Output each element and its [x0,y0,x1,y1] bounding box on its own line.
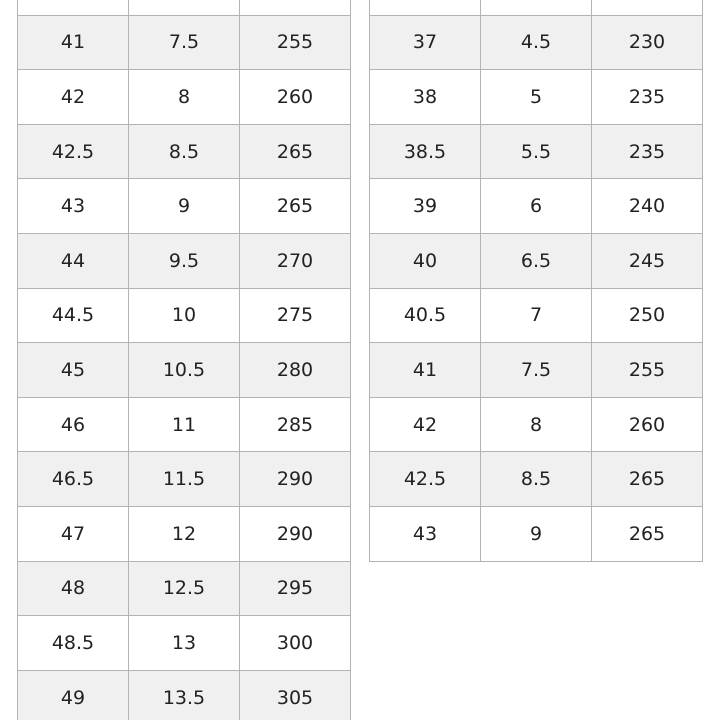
us-size-cell: 5.5 [481,124,592,179]
eu-size-cell: 40.5 [370,288,481,343]
table-row [370,15,703,70]
eu-size-cell [18,0,129,15]
us-size-cell: 10.5 [129,343,240,398]
mm-size-cell: 255 [592,343,703,398]
eu-size-cell: 48 [18,561,129,616]
table-row [370,124,703,179]
mm-size-cell: 305 [240,670,351,720]
mm-size-cell: 265 [240,124,351,179]
us-size-cell [129,0,240,15]
us-size-cell: 8 [129,70,240,125]
us-size-cell: 12 [129,506,240,561]
eu-size-cell: 46 [18,397,129,452]
us-size-cell: 9 [481,506,592,561]
eu-size-cell: 44.5 [18,288,129,343]
us-size-cell: 13 [129,616,240,671]
mm-size-cell: 300 [240,616,351,671]
us-size-cell: 13.5 [129,670,240,720]
eu-size-cell: 42 [18,70,129,125]
mm-size-cell [592,0,703,15]
eu-size-cell: 49 [18,670,129,720]
eu-size-cell: 37 [370,15,481,70]
size-table-right [369,0,703,562]
us-size-cell: 8.5 [129,124,240,179]
us-size-cell [481,0,592,15]
table-row [18,124,351,179]
table-row [18,506,351,561]
eu-size-cell: 43 [370,506,481,561]
table-row [370,233,703,288]
table-row [370,288,703,343]
table-row [18,343,351,398]
us-size-cell: 9 [129,179,240,234]
eu-size-cell: 41 [370,343,481,398]
table-row [370,506,703,561]
mm-size-cell: 265 [240,179,351,234]
mm-size-cell: 275 [240,288,351,343]
mm-size-cell: 265 [592,506,703,561]
us-size-cell: 7.5 [481,343,592,398]
us-size-cell: 11 [129,397,240,452]
size-table-left [17,0,351,720]
us-size-cell: 4.5 [481,15,592,70]
mm-size-cell: 270 [240,233,351,288]
eu-size-cell: 38 [370,70,481,125]
eu-size-cell: 42.5 [370,452,481,507]
size-table-right-body [370,0,703,561]
table-row [18,397,351,452]
mm-size-cell: 295 [240,561,351,616]
us-size-cell: 8 [481,397,592,452]
us-size-cell: 5 [481,70,592,125]
mm-size-cell: 285 [240,397,351,452]
mm-size-cell: 235 [592,124,703,179]
mm-size-cell: 230 [592,15,703,70]
table-row [18,288,351,343]
table-row [370,343,703,398]
mm-size-cell [240,0,351,15]
mm-size-cell: 290 [240,452,351,507]
table-row [18,616,351,671]
table-row [18,670,351,720]
table-row [18,15,351,70]
table-row [370,0,703,15]
us-size-cell: 12.5 [129,561,240,616]
eu-size-cell: 40 [370,233,481,288]
mm-size-cell: 235 [592,70,703,125]
eu-size-cell: 46.5 [18,452,129,507]
table-row [18,70,351,125]
table-row [18,452,351,507]
us-size-cell: 6 [481,179,592,234]
eu-size-cell: 39 [370,179,481,234]
eu-size-cell: 45 [18,343,129,398]
eu-size-cell: 42 [370,397,481,452]
eu-size-cell: 44 [18,233,129,288]
table-row [370,452,703,507]
eu-size-cell: 48.5 [18,616,129,671]
table-row [370,397,703,452]
table-row [370,70,703,125]
mm-size-cell: 245 [592,233,703,288]
mm-size-cell: 260 [592,397,703,452]
us-size-cell: 10 [129,288,240,343]
mm-size-cell: 260 [240,70,351,125]
eu-size-cell: 43 [18,179,129,234]
table-row [18,0,351,15]
table-row [18,233,351,288]
eu-size-cell: 41 [18,15,129,70]
size-table-left-body [18,0,351,720]
mm-size-cell: 250 [592,288,703,343]
us-size-cell: 7 [481,288,592,343]
eu-size-cell [370,0,481,15]
mm-size-cell: 255 [240,15,351,70]
mm-size-cell: 265 [592,452,703,507]
table-row [18,561,351,616]
us-size-cell: 9.5 [129,233,240,288]
us-size-cell: 11.5 [129,452,240,507]
eu-size-cell: 47 [18,506,129,561]
table-row [370,179,703,234]
us-size-cell: 7.5 [129,15,240,70]
us-size-cell: 8.5 [481,452,592,507]
mm-size-cell: 240 [592,179,703,234]
mm-size-cell: 280 [240,343,351,398]
mm-size-cell: 290 [240,506,351,561]
table-row [18,179,351,234]
eu-size-cell: 38.5 [370,124,481,179]
us-size-cell: 6.5 [481,233,592,288]
eu-size-cell: 42.5 [18,124,129,179]
